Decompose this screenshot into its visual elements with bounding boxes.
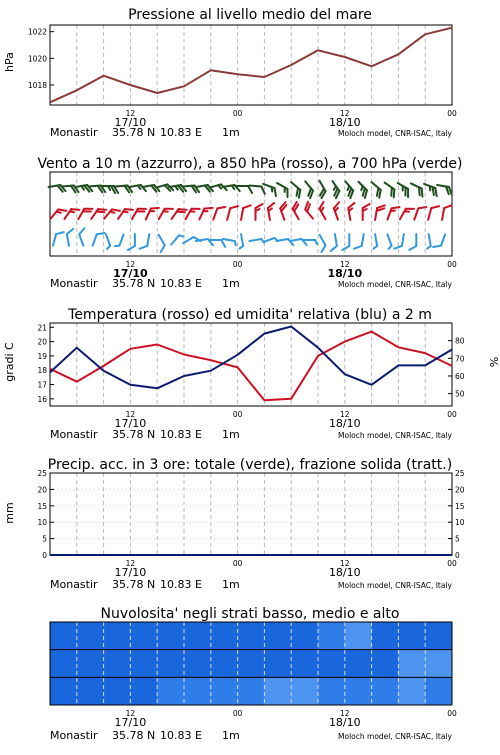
wind-barb-shaft (227, 208, 230, 220)
wind-barb-850-hPa (51, 206, 67, 223)
wind-barb-shaft (441, 234, 445, 245)
wind-lat: 35.78 N (112, 277, 156, 290)
wind-barb-shaft (250, 239, 262, 241)
wind-barb-half-feather (179, 234, 183, 238)
wind-credit: Moloch model, CNR-ISAC, Italy (338, 280, 452, 289)
pressure-x-tick-label: 00 (232, 109, 243, 118)
cloud-cell-medio (130, 650, 157, 678)
wind-barb-feather (194, 235, 201, 243)
wind-barb-850-hPa (291, 202, 305, 219)
wind-barb-shaft (104, 209, 112, 218)
temperature-day-label: 18/10 (328, 417, 361, 430)
pressure-panel (3, 7, 457, 139)
wind-barb-half-feather (427, 246, 431, 249)
wind-title: Vento a 10 m (azzurro), a 850 hPa (rosso), a 700 hPa (verde) (37, 156, 463, 172)
wind-barb-feather (217, 205, 225, 211)
temperature-y-tick-label-right: 80 (455, 336, 465, 346)
wind-barb-shaft (437, 185, 449, 187)
temperature-y-tick-label-right: 50 (455, 389, 465, 399)
wind-barb-shaft (411, 183, 422, 188)
wind-barb-shaft (172, 209, 179, 219)
clouds-x-tick-label: 00 (447, 709, 457, 718)
wind-barb-feather (230, 204, 238, 210)
wind-lon: 10.83 E (160, 277, 202, 290)
cloud-cell-medio (211, 650, 238, 678)
precipitation-y-tick-label: 20 (37, 485, 47, 495)
precipitation-x-tick-label: 00 (232, 559, 243, 568)
precipitation-day-label: 18/10 (328, 566, 361, 579)
wind-barb-850-hPa (213, 205, 225, 222)
wind-barb-10-m (153, 235, 167, 252)
wind-barb-shaft (119, 234, 123, 245)
wind-barb-700-hPa (313, 181, 327, 198)
temperature-y-tick-label: 21 (37, 323, 47, 333)
wind-barb-shaft (263, 184, 274, 188)
wind-barb-shaft (428, 208, 431, 220)
wind-barb-850-hPa (400, 205, 414, 222)
wind-barb-shaft (400, 209, 406, 219)
wind-x-tick-label: 00 (232, 260, 243, 269)
wind-barb-shaft (241, 234, 243, 246)
cloud-cell-basso (157, 677, 184, 705)
precipitation-panel (3, 457, 465, 591)
wind-barb-feather (128, 246, 135, 250)
wind-barb-700-hPa (340, 181, 356, 198)
wind-barb-feather (342, 246, 349, 250)
wind-barb-shaft (93, 234, 97, 245)
cloud-cell-alto (211, 622, 238, 650)
cloud-cell-basso (372, 677, 399, 705)
pressure-lon: 10.83 E (160, 126, 202, 139)
cloud-cell-alto (104, 622, 131, 650)
wind-barb-850-hPa (375, 204, 385, 221)
pressure-x-tick-label: 12 (125, 109, 136, 118)
wind-barb-shaft (414, 208, 418, 219)
cloud-cell-basso (425, 677, 452, 705)
wind-barb-850-hPa (267, 203, 277, 220)
cloud-cell-alto (50, 622, 77, 650)
temperature-title: Temperatura (rosso) ed umidita' relativa (blu) a 2 m (68, 307, 432, 323)
wind-barb-10-m (171, 234, 183, 247)
wind-barb-feather (332, 202, 340, 208)
wind-barb-10-m (394, 233, 404, 250)
wind-barb-700-hPa (367, 182, 384, 198)
clouds-day-label: 17/10 (114, 716, 147, 729)
wind-barb-10-m (250, 239, 264, 245)
precipitation-x-tick-label: 00 (447, 559, 457, 568)
wind-barb-shaft (290, 239, 302, 241)
temperature-y-tick-label: 17 (37, 380, 47, 390)
wind-barb-shaft (263, 238, 274, 242)
wind-barb-850-hPa (318, 202, 332, 219)
wind-barb-850-hPa (387, 205, 399, 222)
wind-elevation: 1m (222, 277, 240, 290)
clouds-day-label: 18/10 (328, 716, 361, 729)
pressure-ylabel: hPa (3, 52, 16, 72)
precipitation-y-tick-label-right: 10 (455, 518, 465, 528)
cloud-cell-basso (398, 677, 425, 705)
cloud-cell-basso (318, 677, 345, 705)
wind-barb-feather (363, 204, 370, 208)
wind-barb-850-hPa (256, 204, 263, 220)
cloud-cell-medio (157, 650, 184, 678)
cloud-cell-basso (211, 677, 238, 705)
pressure-y-tick-label: 1020 (27, 54, 47, 64)
precipitation-day-label: 17/10 (114, 566, 147, 579)
temperature-x-tick-label: 12 (125, 410, 136, 419)
wind-barb-10-m (66, 229, 76, 246)
precipitation-y-tick-label: 5 (42, 534, 47, 544)
wind-barb-feather (141, 184, 146, 192)
wind-barb-feather (267, 203, 275, 208)
wind-barb-shaft (147, 234, 149, 246)
wind-barb-feather (431, 204, 439, 210)
precipitation-y-tick-label-right: 5 (455, 534, 460, 544)
wind-day-label: 18/10 (327, 267, 363, 280)
wind-barb-850-hPa (78, 205, 92, 222)
wind-barb-shaft (79, 234, 83, 245)
wind-barb-half-feather (373, 246, 377, 249)
wind-day-label: 17/10 (113, 267, 148, 280)
precipitation-lat: 35.78 N (112, 578, 156, 591)
pressure-title: Pressione al livello medio del mare (128, 7, 372, 23)
temperature-ylabel: gradi C (3, 342, 16, 382)
wind-barb-850-hPa (241, 204, 251, 221)
wind-barb-shaft (442, 208, 444, 220)
wind-barb-shaft (402, 234, 404, 246)
wind-barb-shaft (375, 208, 377, 220)
cloud-cell-basso (130, 677, 157, 705)
precipitation-y-tick-label: 0 (42, 551, 47, 560)
cloud-cell-alto (291, 622, 318, 650)
temperature-frame (50, 323, 452, 406)
cloud-cell-medio (318, 650, 345, 678)
wind-barb-feather (78, 228, 86, 234)
cloud-cell-alto (425, 622, 452, 650)
wind-barb-850-hPa (332, 202, 344, 219)
clouds-x-tick-label: 00 (232, 709, 243, 718)
wind-barb-850-hPa (146, 205, 159, 222)
cloud-cell-medio (345, 650, 372, 678)
temperature-elevation: 1m (222, 428, 240, 441)
wind-barb-850-hPa (186, 205, 200, 222)
wind-barb-feather (330, 246, 338, 251)
wind-barb-shaft (387, 234, 391, 245)
wind-barb-700-hPa (287, 182, 304, 198)
wind-barb-10-m (183, 235, 200, 249)
precipitation-x-tick-label: 12 (125, 559, 136, 568)
wind-barb-shaft (291, 182, 300, 190)
cloud-cell-medio (398, 650, 425, 678)
wind-barb-700-hPa (300, 181, 316, 198)
clouds-x-tick-label: 12 (125, 709, 136, 718)
wind-barb-shaft (241, 208, 243, 220)
precipitation-lon: 10.83 E (160, 578, 202, 591)
wind-barb-feather (319, 245, 327, 252)
clouds-location: Monastir (50, 729, 98, 742)
wind-barb-850-hPa (303, 202, 319, 219)
wind-barb-feather (409, 246, 416, 250)
wind-barb-feather (248, 186, 252, 193)
temperature-y-tick-label: 16 (37, 394, 47, 404)
temperature-location: Monastir (50, 428, 98, 441)
wind-barb-shaft (199, 209, 204, 220)
cloud-cell-alto (184, 622, 211, 650)
cloud-cell-basso (345, 677, 372, 705)
wind-barb-shaft (51, 209, 59, 218)
cloud-cell-alto (345, 622, 372, 650)
wind-barb-feather (221, 240, 225, 247)
wind-barb-10-m (78, 228, 90, 245)
cloud-cell-medio (104, 650, 131, 678)
wind-barb-shaft (146, 209, 151, 220)
cloud-cell-medio (184, 650, 211, 678)
wind-barb-shaft (372, 182, 381, 190)
wind-barb-feather (56, 230, 64, 236)
wind-barb-shaft (362, 234, 364, 246)
pressure-lat: 35.78 N (112, 126, 156, 139)
pressure-location: Monastir (50, 126, 98, 139)
wind-barb-feather (66, 229, 74, 234)
wind-barb-shaft (159, 209, 165, 219)
wind-location: Monastir (50, 277, 98, 290)
wind-barb-10-m (433, 232, 445, 249)
wind-barb-850-hPa (348, 203, 358, 220)
wind-barb-700-hPa (354, 182, 370, 198)
wind-barb-feather (256, 204, 263, 208)
wind-barb-10-m (328, 234, 338, 251)
precipitation-x-tick-label: 12 (340, 559, 350, 568)
pressure-elevation: 1m (222, 126, 240, 139)
clouds-title: Nuvolosita' negli strati basso, medio e alto (100, 606, 400, 622)
wind-barb-850-hPa (159, 205, 173, 222)
wind-barb-half-feather (315, 240, 317, 244)
wind-barb-850-hPa (363, 204, 370, 220)
wind-barb-half-feather (115, 244, 119, 247)
wind-barb-shaft (106, 234, 110, 245)
wind-barb-half-feather (239, 246, 243, 249)
cloud-cell-alto (157, 622, 184, 650)
temperature-y-tick-label: 18 (37, 366, 47, 376)
precipitation-y-tick-label: 15 (37, 501, 47, 511)
temperature-y-tick-label-right: 70 (455, 354, 465, 364)
wind-barb-shaft (159, 235, 165, 245)
wind-barb-shaft (276, 239, 288, 241)
precipitation-elevation: 1m (222, 578, 240, 591)
wind-barb-shaft (250, 185, 262, 186)
precipitation-frame (50, 473, 452, 555)
wind-panel (37, 156, 462, 290)
cloud-cell-basso (264, 677, 291, 705)
pressure-frame (50, 25, 452, 105)
wind-barb-shaft (387, 208, 391, 219)
clouds-elevation: 1m (222, 729, 240, 742)
wind-barb-shaft (213, 208, 217, 219)
cloud-cell-basso (238, 677, 265, 705)
cloud-cell-basso (50, 677, 77, 705)
wind-barb-10-m (384, 234, 393, 249)
wind-barb-feather (354, 245, 362, 250)
wind-barb-850-hPa (104, 206, 120, 223)
temperature-y-tick-label: 19 (37, 351, 47, 361)
humidity-ylabel: % (487, 356, 500, 368)
wind-barb-850-hPa (199, 205, 212, 222)
wind-barb-shaft (429, 234, 431, 246)
cloud-cell-alto (238, 622, 265, 650)
temperature-panel (3, 307, 500, 441)
pressure-credit: Moloch model, CNR-ISAC, Italy (338, 129, 452, 138)
wind-barb-half-feather (388, 246, 392, 249)
wind-barb-10-m (276, 238, 293, 248)
wind-barb-feather (444, 204, 452, 209)
pressure-line (50, 28, 452, 103)
wind-barb-half-feather (234, 241, 237, 245)
temperature-y-tick-label-right: 60 (455, 371, 465, 381)
precipitation-y-tick-label-right: 0 (455, 551, 460, 560)
cloud-cell-medio (238, 650, 265, 678)
wind-barb-10-m (115, 233, 124, 248)
wind-barb-shaft (67, 234, 69, 246)
wind-barb-shaft (223, 239, 235, 241)
wind-barb-10-m (409, 234, 416, 250)
temperature-lon: 10.83 E (160, 428, 202, 441)
temperature-x-tick-label: 00 (232, 410, 243, 419)
precipitation-ylabel: mm (3, 502, 16, 524)
wind-barb-shaft (320, 235, 326, 245)
temperature-day-label: 17/10 (114, 417, 147, 430)
wind-barb-850-hPa (227, 204, 238, 221)
wind-barb-700-hPa (436, 185, 453, 195)
wind-x-tick-label: 12 (125, 260, 136, 269)
wind-barb-10-m (140, 233, 150, 250)
wind-barb-700-hPa (422, 184, 439, 196)
cloud-cell-alto (130, 622, 157, 650)
temperature-x-tick-label: 00 (447, 410, 457, 419)
precipitation-title: Precip. acc. in 3 ore: totale (verde), frazione solida (tratt.) (47, 457, 453, 473)
wind-barb-shaft (183, 237, 193, 243)
wind-barb-700-hPa (327, 181, 342, 198)
precipitation-location: Monastir (50, 578, 98, 591)
clouds-x-tick-label: 12 (340, 709, 350, 718)
precipitation-y-tick-label: 10 (37, 518, 47, 528)
wind-barb-10-m (128, 234, 135, 250)
wind-barb-shaft (305, 181, 313, 190)
wind-x-tick-label: 00 (447, 260, 457, 269)
pressure-y-tick-label: 1022 (27, 27, 47, 37)
wind-barb-10-m (354, 233, 364, 250)
cloud-cell-alto (77, 622, 104, 650)
wind-barb-shaft (91, 209, 98, 219)
temperature-line (50, 332, 452, 401)
wind-x-tick-label: 12 (340, 260, 350, 269)
wind-barb-shaft (375, 234, 377, 246)
wind-barb-shaft (277, 183, 287, 189)
clouds-credit: Moloch model, CNR-ISAC, Italy (338, 732, 452, 741)
wind-barb-10-m (313, 235, 327, 252)
cloud-cell-medio (264, 650, 291, 678)
precipitation-credit: Moloch model, CNR-ISAC, Italy (338, 581, 452, 590)
wind-barb-shaft (305, 209, 313, 218)
temperature-y-tick-label: 20 (37, 337, 47, 347)
pressure-x-tick-label: 12 (340, 109, 350, 118)
wind-barb-shaft (385, 183, 395, 190)
cloud-cell-basso (77, 677, 104, 705)
wind-barb-shaft (171, 235, 179, 244)
wind-barb-850-hPa (414, 205, 426, 222)
cloud-cell-medio (291, 650, 318, 678)
wind-barb-half-feather (106, 246, 110, 249)
temperature-x-tick-label: 12 (340, 410, 350, 419)
wind-barb-850-hPa (132, 205, 146, 222)
cloud-cell-alto (398, 622, 425, 650)
wind-barb-700-hPa (381, 183, 398, 198)
clouds-panel (50, 606, 457, 742)
cloud-cell-medio (50, 650, 77, 678)
wind-barb-700-hPa (394, 183, 411, 197)
pressure-y-tick-label: 1018 (27, 81, 47, 90)
clouds-lat: 35.78 N (112, 729, 156, 742)
humidity-line (50, 327, 452, 389)
wind-barb-700-hPa (408, 183, 425, 196)
pressure-day-label: 18/10 (328, 116, 361, 129)
pressure-x-tick-label: 00 (447, 109, 457, 118)
cloud-cell-alto (264, 622, 291, 650)
precipitation-y-tick-label-right: 15 (455, 501, 465, 511)
wind-barb-850-hPa (279, 202, 291, 219)
wind-barb-feather (433, 243, 441, 249)
wind-barb-feather (243, 204, 251, 209)
clouds-lon: 10.83 E (160, 729, 202, 742)
wind-barb-10-m (342, 234, 349, 250)
cloud-cell-alto (318, 622, 345, 650)
precipitation-y-tick-label: 25 (37, 469, 47, 478)
wind-barb-10-m (93, 231, 105, 248)
temperature-credit: Moloch model, CNR-ISAC, Italy (338, 431, 452, 440)
cloud-cell-medio (425, 650, 452, 678)
cloud-cell-basso (184, 677, 211, 705)
precipitation-y-tick-label-right: 20 (455, 485, 465, 495)
pressure-day-label: 17/10 (114, 116, 147, 129)
wind-barb-feather (140, 245, 148, 250)
precipitation-y-tick-label-right: 25 (455, 469, 465, 478)
wind-barb-850-hPa (442, 204, 452, 221)
cloud-cell-basso (104, 677, 131, 705)
wind-barb-feather (348, 203, 356, 208)
wind-barb-feather (159, 245, 167, 252)
wind-barb-feather (272, 188, 278, 196)
cloud-cell-basso (291, 677, 318, 705)
cloud-cell-alto (372, 622, 399, 650)
wind-barb-shaft (335, 234, 337, 246)
wind-barb-shaft (53, 234, 56, 246)
cloud-cell-medio (77, 650, 104, 678)
cloud-cell-medio (372, 650, 399, 678)
wind-barb-10-m (53, 230, 64, 247)
wind-barb-850-hPa (428, 204, 439, 221)
temperature-lat: 35.78 N (112, 428, 156, 441)
